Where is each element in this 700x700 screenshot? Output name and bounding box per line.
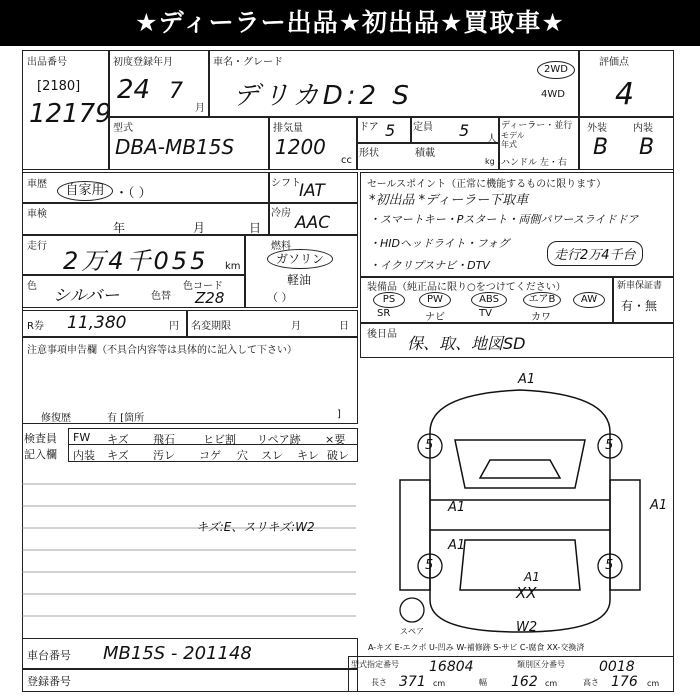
insp-r2-c4: コゲ bbox=[199, 449, 221, 462]
insp-r2-c3: 汚レ bbox=[153, 449, 175, 462]
equip-tv: TV bbox=[479, 308, 492, 319]
insp-r1-c3: 飛石 bbox=[153, 433, 175, 446]
wheel-fr: 5 bbox=[605, 438, 614, 453]
warranty-value: 有・無 bbox=[621, 299, 658, 313]
int-value: B bbox=[639, 135, 655, 160]
banner-title: ★ディーラー出品★初出品★買取車★ bbox=[0, 0, 700, 46]
chassis-box bbox=[22, 638, 358, 670]
type-no-label: 型式指定番号 bbox=[351, 660, 399, 669]
fuel-other: （ ） bbox=[267, 291, 293, 304]
equip-aw: AW bbox=[573, 292, 605, 308]
mileage-value: 2万4千055 bbox=[63, 247, 209, 275]
back-label: 後日品 bbox=[367, 329, 397, 340]
dealer-label: ディーラー・並行 bbox=[501, 121, 573, 131]
seats-label: 定員 bbox=[413, 122, 433, 133]
lot-label: 出品番号 bbox=[27, 57, 67, 68]
fuel-gasoline: ガソリン bbox=[267, 249, 333, 269]
equip-sr: SR bbox=[377, 308, 391, 319]
grade-value: 4 bbox=[615, 77, 635, 112]
color-code-label: 色コード bbox=[183, 281, 223, 292]
doors-label: ドア bbox=[359, 122, 379, 133]
equipment-label: 装備品（純正品に限り○をつけてください） bbox=[367, 282, 566, 293]
insp-r1-c1: FW bbox=[73, 431, 91, 444]
seats-unit: 人 bbox=[487, 134, 497, 145]
doors-value: 5 bbox=[385, 121, 396, 140]
usage-label: 車歴 bbox=[27, 179, 47, 190]
shift-label: シフト bbox=[271, 178, 301, 189]
fuel-diesel: 軽油 bbox=[287, 273, 312, 287]
grade-label: 評価点 bbox=[599, 57, 629, 68]
sales-line-2: ・スマートキー・Pスタート・両側パワースライドドア bbox=[369, 213, 639, 226]
insp-r2-c7: キレ bbox=[297, 449, 319, 462]
equip-abs: ABS bbox=[471, 292, 507, 308]
load-label: 積載 bbox=[415, 148, 435, 159]
int-label: 内装 bbox=[633, 123, 653, 134]
back-value: 保、取、地図SD bbox=[407, 334, 526, 353]
height-unit: cm bbox=[647, 679, 660, 688]
reg-number-label: 登録番号 bbox=[27, 675, 71, 688]
usage-rest: ・（ ） bbox=[115, 186, 152, 201]
length-value: 371 bbox=[399, 674, 426, 690]
class-no-label: 類別区分番号 bbox=[517, 660, 565, 669]
handle-label: ハンドル 左・右 bbox=[501, 158, 567, 168]
class-no-value: 0018 bbox=[599, 659, 635, 675]
model-value: DBA-MB15S bbox=[115, 135, 235, 159]
drive-2wd: 2WD bbox=[537, 61, 575, 79]
name-change-day: 日 bbox=[339, 321, 349, 332]
height-label: 高さ bbox=[583, 678, 599, 687]
wheel-fl: 5 bbox=[425, 438, 434, 453]
ext-value: B bbox=[593, 135, 609, 160]
car-name-value: デリカD:2 S bbox=[233, 81, 413, 111]
recycle-unit: 円 bbox=[169, 321, 179, 332]
model-label: 型式 bbox=[113, 123, 133, 134]
color-value: シルバー bbox=[53, 286, 120, 306]
equip-navi: ナビ bbox=[425, 312, 445, 323]
notice-label: 注意事項申告欄（不具合内容等は具体的に記入して下さい） bbox=[27, 345, 297, 356]
insp-r2-c2: キズ bbox=[107, 449, 129, 462]
usage-value: 自家用 bbox=[57, 181, 113, 201]
lot-sub: [2180] bbox=[37, 79, 81, 94]
diagram-left-label: A1 bbox=[448, 500, 466, 515]
width-unit: cm bbox=[545, 679, 558, 688]
inspector-label-1: 検査員 bbox=[24, 432, 57, 445]
ext-label: 外装 bbox=[587, 123, 607, 134]
repair-value: 有 [箇所 bbox=[107, 413, 145, 424]
insp-r1-c2: キズ bbox=[107, 433, 129, 446]
displacement-unit: cc bbox=[341, 155, 352, 166]
color-change-label: 色替 bbox=[151, 291, 171, 302]
length-unit: cm bbox=[433, 679, 446, 688]
diagram-top-label: A1 bbox=[518, 372, 536, 387]
cooler-label: 冷房 bbox=[271, 208, 291, 219]
sales-line-4: ・イクリプスナビ・DTV bbox=[369, 259, 490, 272]
first-reg-month: 7 bbox=[169, 79, 183, 104]
load-unit: kg bbox=[485, 157, 495, 166]
displacement-value: 1200 bbox=[275, 135, 326, 159]
wheel-rl: 5 bbox=[425, 558, 434, 573]
insp-r2-c8: 破レ bbox=[327, 449, 349, 462]
inspection-month: 月 bbox=[193, 221, 206, 235]
car-name-label: 車名・グレード bbox=[213, 57, 283, 68]
damage-comment: キズ:E、スリキズ:W2 bbox=[196, 520, 315, 534]
model-year-label: モデル年式 bbox=[501, 131, 525, 149]
equip-leather: カワ bbox=[531, 312, 551, 323]
first-reg-year: 24 bbox=[117, 75, 151, 105]
cooler-value: AAC bbox=[295, 213, 331, 233]
mileage-label: 走行 bbox=[27, 241, 47, 252]
color-code-value: Z28 bbox=[195, 289, 225, 307]
sales-line-1: *初出品 *ディーラー下取車 bbox=[369, 193, 529, 208]
repair-label: 修復歴 bbox=[41, 413, 71, 424]
chassis-label: 車台番号 bbox=[27, 649, 71, 662]
type-no-value: 16804 bbox=[429, 659, 474, 675]
width-value: 162 bbox=[511, 674, 538, 690]
drive-4wd: 4WD bbox=[541, 89, 565, 100]
diagram-bottom-label: XX bbox=[516, 584, 537, 602]
length-label: 長さ bbox=[371, 678, 387, 687]
name-change-label: 名変期限 bbox=[191, 321, 231, 332]
inspection-year: 年 bbox=[113, 221, 126, 235]
insp-r2-c6: スレ bbox=[261, 449, 283, 462]
diagram-roof-label: A1 bbox=[524, 570, 540, 584]
diagram-bottom2-label: W2 bbox=[516, 620, 538, 635]
wheel-rr: 5 bbox=[605, 558, 614, 573]
mileage-unit: km bbox=[225, 261, 241, 272]
fuel-label: 燃料 bbox=[271, 241, 291, 252]
chassis-value: MB15S - 201148 bbox=[103, 643, 252, 664]
reg-number-box bbox=[22, 668, 358, 692]
recycle-value: 11,380 bbox=[67, 313, 127, 333]
color-label: 色 bbox=[27, 281, 37, 292]
width-label: 幅 bbox=[479, 678, 487, 687]
lot-number: 12179 bbox=[29, 99, 112, 129]
sales-label: セールスポイント（正常に機能するものに限ります） bbox=[367, 179, 607, 190]
equip-airbag: エアB bbox=[523, 292, 561, 308]
spare-label: スペア bbox=[400, 627, 424, 636]
height-value: 176 bbox=[611, 674, 638, 690]
equip-pw: PW bbox=[419, 292, 451, 308]
spec-box bbox=[348, 656, 674, 692]
diagram-right-label: A1 bbox=[650, 498, 668, 513]
equip-ps: PS bbox=[373, 292, 405, 308]
diagram-left-low-label: A1 bbox=[448, 538, 466, 553]
warranty-label: 新車保証書 bbox=[617, 281, 663, 291]
shift-value: IAT bbox=[299, 181, 325, 201]
insp-r2-c5: 穴 bbox=[237, 449, 248, 462]
insp-r2-c1: 内装 bbox=[73, 449, 95, 462]
name-change-month: 月 bbox=[291, 321, 301, 332]
displacement-label: 排気量 bbox=[273, 123, 303, 134]
first-reg-month-unit: 月 bbox=[195, 103, 205, 114]
inspector-label-2: 記入欄 bbox=[24, 448, 57, 461]
inspection-label: 車検 bbox=[27, 209, 47, 220]
sales-badge: 走行2万4千台 bbox=[547, 241, 643, 266]
legend: A-キズ E-エクボ U-凹み W-補修跡 S-サビ C-腐食 XX-交換済 bbox=[368, 643, 585, 652]
first-reg-label: 初度登録年月 bbox=[113, 57, 173, 68]
insp-r1-c6: ×要 bbox=[325, 433, 346, 446]
repair-close: ] bbox=[337, 409, 341, 420]
insp-r1-c5: リペア跡 bbox=[257, 433, 301, 446]
recycle-label: R券 bbox=[27, 321, 44, 332]
seats-value: 5 bbox=[459, 121, 470, 140]
sales-line-3: ・HIDヘッドライト・フォグ bbox=[369, 237, 510, 250]
inspection-day: 日 bbox=[249, 221, 262, 235]
insp-r1-c4: ヒビ割 bbox=[203, 433, 236, 446]
shape-label: 形状 bbox=[359, 148, 379, 159]
